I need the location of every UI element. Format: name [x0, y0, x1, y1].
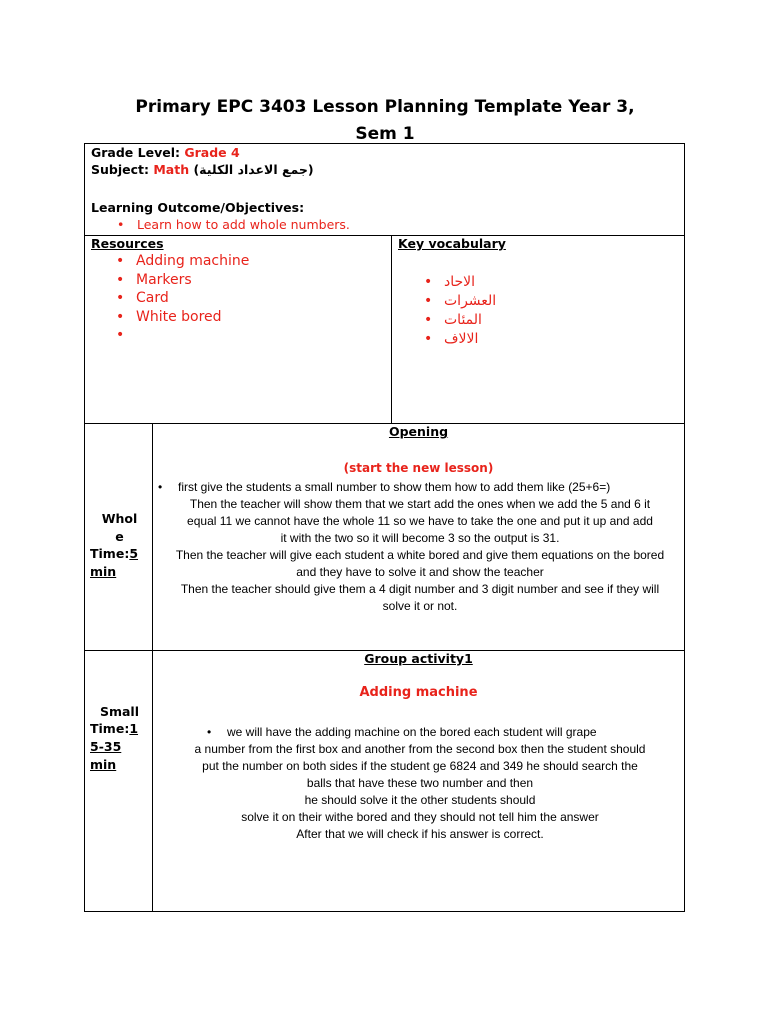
- opening-line: solve it or not.: [382, 599, 458, 613]
- title-line-2: Sem 1: [355, 124, 415, 144]
- list-item: • Adding machine: [136, 252, 249, 271]
- vocabulary-cell: [391, 235, 685, 424]
- group-body: [159, 741, 681, 843]
- list-item: • Markers: [136, 271, 249, 290]
- title-line-1: Primary EPC 3403 Lesson Planning Template Year 3,: [135, 97, 635, 117]
- time-label: Time:: [90, 721, 130, 736]
- opening-line: Then the teacher should give them a 4 digit number and 3 digit number and see if they will: [180, 582, 660, 596]
- subject-label: Subject:: [91, 162, 149, 177]
- opening-body: [159, 496, 681, 615]
- opening-time: [90, 545, 138, 580]
- time-value: 5: [129, 546, 139, 561]
- group-line: After that we will check if his answer is correct.: [296, 827, 544, 841]
- group-subheading: Adding machine: [359, 685, 478, 700]
- opening-line: Then the teacher will give each student a white bored and give them equations on the bored: [175, 548, 665, 562]
- resources-cell: [84, 235, 392, 424]
- group-line: solve it on their withe bored and they should not tell him the answer: [241, 810, 599, 824]
- time-value: 1: [129, 721, 139, 736]
- list-item: [136, 326, 249, 344]
- time-unit: min: [90, 563, 117, 579]
- opening-line: Then the teacher will show them that we start add the ones when we add the 5 and 6 it: [189, 497, 651, 511]
- objectives-label: Learning Outcome/Objectives:: [91, 200, 305, 215]
- opening-line: equal 11 we cannot have the whole 11 so we have to take the one and put it up and add: [187, 514, 653, 528]
- subject-row: [91, 162, 314, 177]
- objectives-list: [137, 217, 350, 232]
- list-item: • العشرات: [444, 292, 496, 311]
- time-value-cont: 5-35: [90, 739, 122, 754]
- opening-subheading: (start the new lesson): [343, 461, 494, 475]
- resources-list: [136, 252, 249, 344]
- grade-value: Grade 4: [184, 145, 240, 160]
- opening-line: and they have to solve it and show the teacher: [296, 565, 544, 579]
- opening-line: it with the two so it will become 3 so the output is 31.: [280, 531, 560, 545]
- group-side-label: Small: [99, 704, 140, 719]
- opening-heading: Opening: [388, 424, 449, 439]
- grade-row: [91, 145, 240, 160]
- time-unit: min: [90, 757, 117, 772]
- whole-label-part1: Whol: [101, 511, 138, 526]
- list-item: • Learn how to add whole numbers.: [137, 217, 350, 232]
- group-line: he should solve it the other students should: [304, 793, 536, 807]
- group-time: [90, 720, 138, 774]
- header-cell: [84, 143, 685, 236]
- grade-label: Grade Level:: [91, 145, 180, 160]
- vocabulary-label: Key vocabulary: [398, 236, 506, 251]
- group-bullets: [227, 724, 597, 741]
- document-title: [84, 94, 686, 148]
- group-line: a number from the first box and another from the second box then the student should: [194, 742, 646, 756]
- list-item: • الالاف: [444, 330, 496, 349]
- subject-value: Math: [153, 162, 190, 177]
- opening-content-cell: [152, 423, 685, 651]
- group-content-cell: [152, 650, 685, 912]
- vocabulary-list: [444, 273, 496, 349]
- group-side-cell: [84, 650, 153, 912]
- group-line: put the number on both sides if the student ge 6824 and 349 he should search the: [202, 759, 638, 773]
- resources-label: Resources: [91, 236, 164, 251]
- list-item: • first give the students a small number to show them how to add them like (25+6=): [178, 479, 610, 496]
- subject-arabic: (جمع الاعداد الكلية): [193, 162, 314, 177]
- opening-side-label: [85, 510, 154, 545]
- opening-side-cell: [84, 423, 153, 651]
- list-item: • Card: [136, 289, 249, 308]
- group-heading: Group activity1: [364, 651, 473, 666]
- list-item: • we will have the adding machine on the bored each student will grape: [227, 724, 597, 741]
- group-line: balls that have these two number and then: [306, 776, 534, 790]
- list-item: • الاحاد: [444, 273, 496, 292]
- time-label: Time:: [90, 546, 130, 561]
- lesson-plan-table: [84, 143, 685, 912]
- list-item: • White bored: [136, 308, 249, 327]
- opening-bullets: [178, 479, 610, 496]
- whole-label-part2: e: [115, 528, 124, 544]
- list-item: • المئات: [444, 311, 496, 330]
